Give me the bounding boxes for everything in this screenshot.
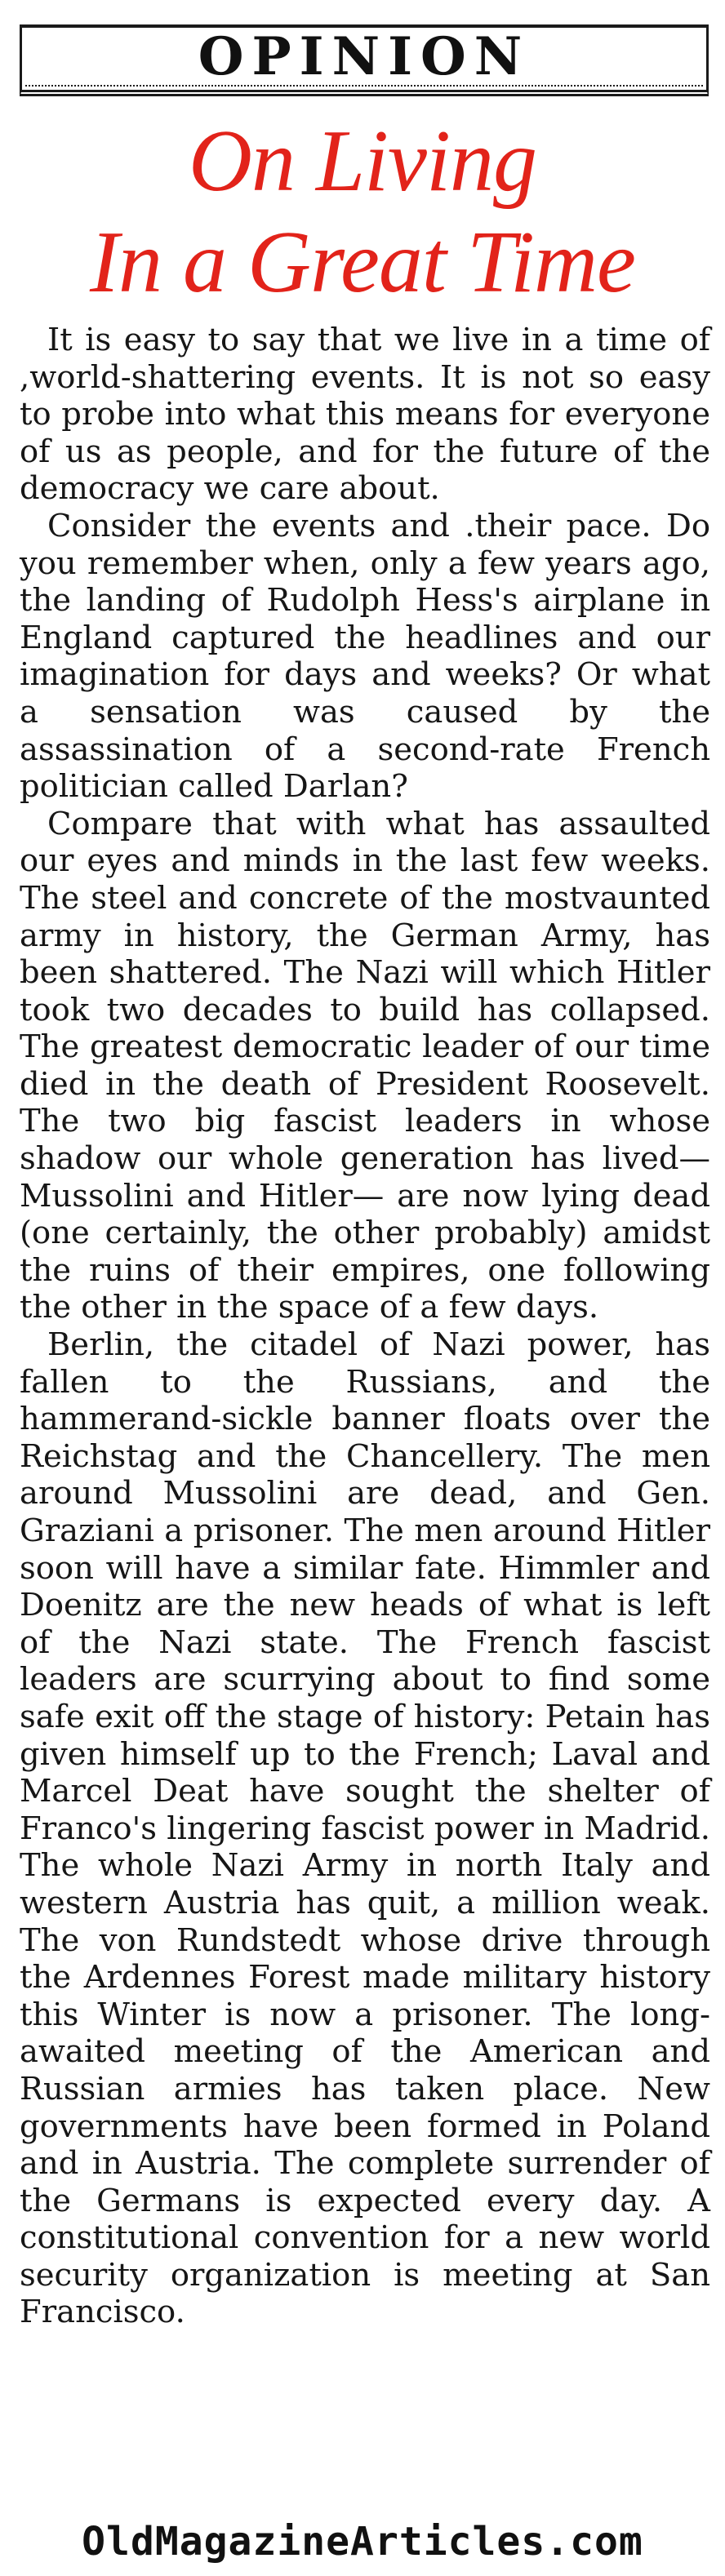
section-header-box <box>20 24 709 96</box>
article-body <box>11 322 714 2331</box>
section-title: OPINION <box>198 26 531 87</box>
article-paragraph: Compare that with what has assaulted our eyes and minds in the last few weeks. The steel and concrete of the mostvaunted army in history, the German Army, has been shattered. The Nazi will which Hitler took two decades to build has collapsed. The greatest democratic leader of our time died in the death of President Roosevelt. The two big fascist leaders in whose shadow our whole generation has lived—Mussolini and Hitler— are now lying dead (one certainly, the other probably) amidst the ruins of their empires, one following the other in the space of a few days. <box>20 805 710 1326</box>
site-watermark: OldMagazineArticles.com <box>82 2519 643 2565</box>
article-paragraph: Berlin, the citadel of Nazi power, has fallen to the Russians, and the hammerand-sickle banner floats over the Reichstag and the Chancellery. The men around Mussolini are dead, and Gen. Graziani a prisoner. The men around Hitler soon will have a similar fate. Himmler and Doenitz are the new heads of what is left of the Nazi state. The French fascist leaders are scurrying about to find some safe exit off the stage of history: Petain has given himself up to the French; Laval and Marcel Deat have sought the shelter of Franco's lingering fascist power in Madrid. The whole Nazi Army in north Italy and western Austria has quit, a million weak. The von Rundstedt whose drive through the Ardennes Forest made military history this Winter is now a prisoner. The long-awaited meeting of the American and Russian armies has taken place. New governments have been formed in Poland and in Austria. The complete surrender of the Germans is expected every day. A constitutional convention for a new world security organization is meeting at San Francisco. <box>20 1326 710 2331</box>
headline-line-2: In a Great Time <box>90 214 635 311</box>
headline-line-1: On Living <box>188 113 536 210</box>
article-headline <box>11 111 714 313</box>
article-paragraph: Consider the events and .their pace. Do you remember when, only a few years ago, the landing of Rudolph Hess's airplane in England captured the headlines and our imagination for days and weeks? Or what a sensation was caused by the assassination of a second-rate French politician called Darlan? <box>20 507 710 806</box>
article-paragraph: It is easy to say that we live in a time of ,world-shattering events. It is not so easy to probe into what this means for everyone of us as people, and for the future of the democracy we care about. <box>20 322 710 508</box>
